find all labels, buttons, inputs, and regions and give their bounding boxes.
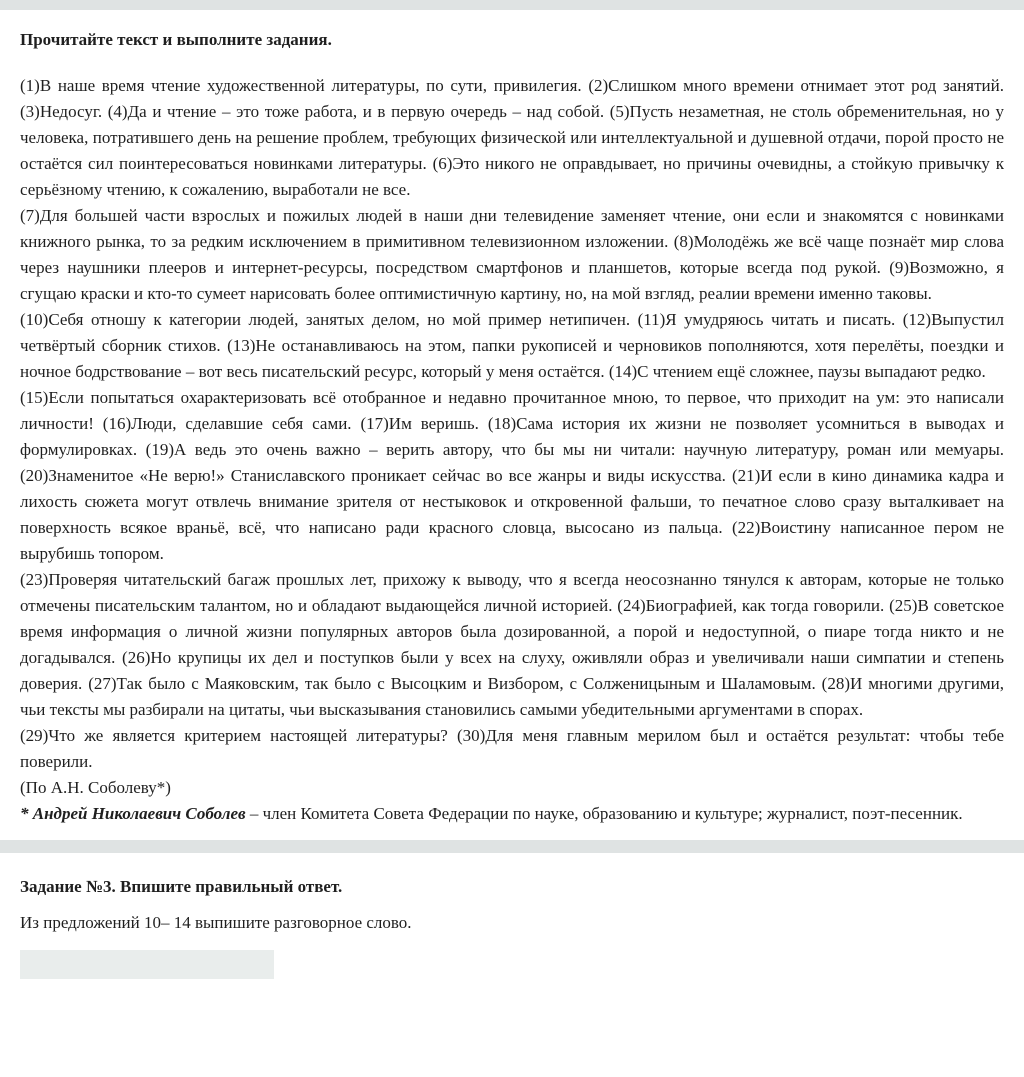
text-paragraph-1: (1)В наше время чтение художественной литературы, по сути, привилегия. (2)Слишком много времени отнимает этот род занятий. (3)Недосуг. (4)Да и чтение – это тоже работа, и в первую очередь – над собой. (5)Пусть незаметная, не столь обременительная, но у человека, потратившего день на решение проблем, требующих физической или интеллектуальной и душевной отдачи, порой просто не остаётся сил поинтересоваться новинками литературы. (6)Это никого не оправдывает, но причины очевидны, а стойкую привычку к серьёзному чтению, к сожалению, выработали не все. — [20, 76, 1004, 199]
reading-section — [0, 29, 1024, 827]
attribution: (По А.Н. Соболеву*) — [20, 778, 171, 797]
task-section — [0, 876, 1024, 979]
answer-input[interactable] — [20, 950, 274, 979]
top-bar — [0, 0, 1024, 10]
task-title: Задание №3. Впишите правильный ответ. — [20, 877, 343, 896]
task-prompt: Из предложений 10– 14 выпишите разговорное слово. — [20, 913, 412, 932]
text-paragraph-6: (29)Что же является критерием настоящей литературы? (30)Для меня главным мерилом был и остаётся результат: чтобы тебе поверили. — [20, 726, 1004, 771]
footnote-author: * Андрей Николаевич Соболев — [20, 804, 246, 823]
text-paragraph-4: (15)Если попытаться охарактеризовать всё отобранное и недавно прочитанное мною, то первое, что приходит на ум: это написали личности! (16)Люди, сделавшие себя сами. (17)Им веришь. (18)Сама история их жизни не позволяет усомниться в выводах и формулировках. (19)А ведь это очень важно – верить автору, что бы мы ни читали: научную литературу, роман или мемуары. (20)Знаменитое «Не верю!» Станиславского проникает сейчас во все жанры и виды искусства. (21)И если в кино динамика кадра и лихость сюжета могут отвлечь внимание зрителя от нестыковок и откровенной фальши, то печатное слово сразу выталкивает на поверхность всякое враньё, всё, что написано ради красного словца, высосано из пальца. (22)Воистину написанное пером не вырубишь топором. — [20, 388, 1004, 563]
section-divider — [0, 840, 1024, 853]
reading-instruction: Прочитайте текст и выполните задания. — [20, 30, 332, 49]
footnote — [20, 801, 1004, 827]
text-paragraph-2: (7)Для большей части взрослых и пожилых людей в наши дни телевидение заменяет чтение, они если и знакомятся с новинками книжного рынка, то за редким исключением в примитивном телевизионном изложении. (8)Молодёжь же всё чаще познаёт мир слова через наушники плееров и интернет-ресурсы, посредством смартфонов и планшетов, которые всегда под рукой. (9)Возможно, я сгущаю краски и кто-то сумеет нарисовать более оптимистичную картину, но, на мой взгляд, реалии времени именно таковы. — [20, 206, 1004, 303]
bottom-space — [0, 979, 1024, 1025]
reading-text — [20, 73, 1004, 827]
text-paragraph-5: (23)Проверяя читательский багаж прошлых лет, прихожу к выводу, что я всегда неосознанно тянулся к авторам, которые не только отмечены писательским талантом, но и обладают выдающейся личной историей. (24)Биографией, как тогда говорили. (25)В советское время информация о личной жизни популярных авторов была дозированной, а порой и недоступной, о пиаре тогда никто и не догадывался. (26)Но крупицы их дел и поступков были у всех на слуху, оживляли образ и увеличивали наши симпатии и степень доверия. (27)Так было с Маяковским, так было с Высоцким и Визбором, с Солженицыным и Шаламовым. (28)И многими другими, чьи тексты мы разбирали на цитаты, чьи высказывания становились самыми убедительными аргументами в спорах. — [20, 570, 1004, 719]
footnote-text: – член Комитета Совета Федерации по науке, образованию и культуре; журналист, поэт-песенник. — [245, 804, 963, 823]
text-paragraph-3: (10)Себя отношу к категории людей, занятых делом, но мой пример нетипичен. (11)Я умудряюсь читать и писать. (12)Выпустил четвёртый сборник стихов. (13)Не останавливаюсь на этом, папки рукописей и черновиков пополняются, хотя перелёты, поездки и ночное бодрствование – вот весь писательский ресурс, который у меня остаётся. (14)С чтением ещё сложнее, паузы выпадают редко. — [20, 310, 1004, 381]
